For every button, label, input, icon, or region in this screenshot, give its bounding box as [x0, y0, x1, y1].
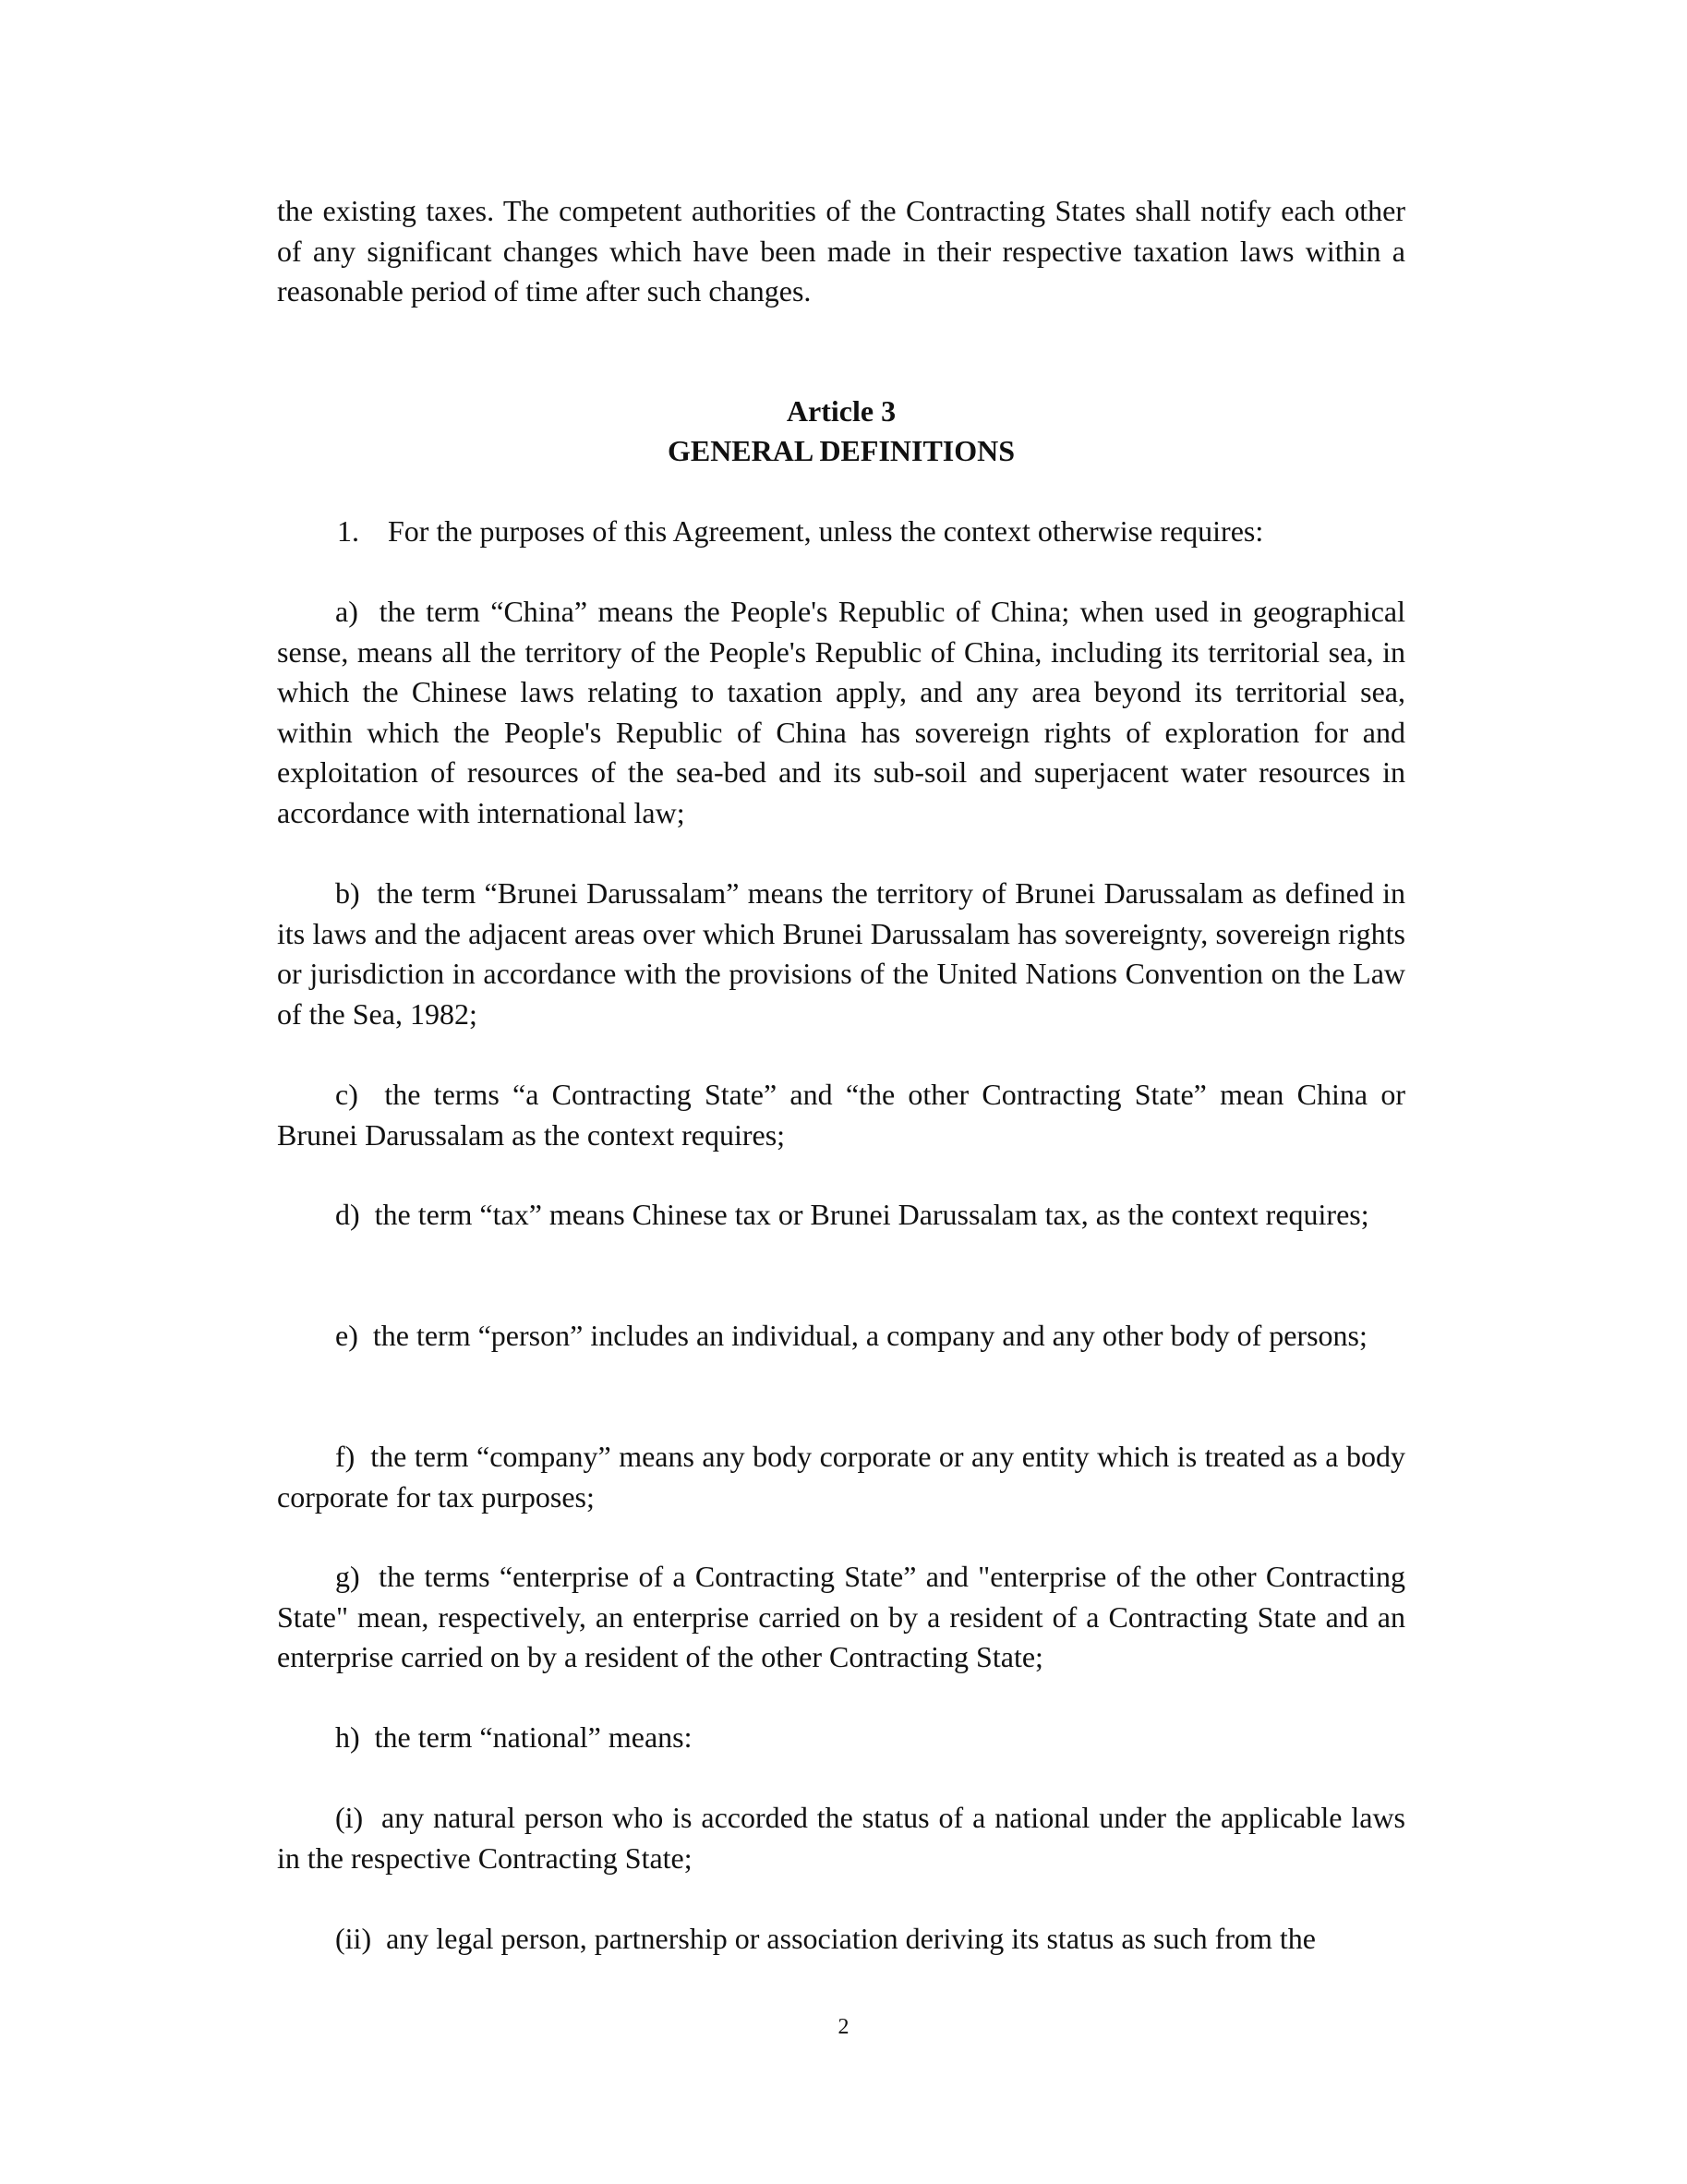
definition-h-i: (i) any natural person who is accorded the status of a national under the applicable laws in the respective Contracting State;	[277, 1801, 1405, 1875]
definition-f: f) the term “company” means any body corporate or any entity which is treated as a body corporate for tax purposes;	[277, 1440, 1405, 1514]
intro-paragraph: the existing taxes. The competent authorities of the Contracting States shall notify each other of any significant changes which have been made in their respective taxation laws within a reasonable period of time after such changes.	[277, 194, 1405, 308]
definition-h-ii: (ii) any legal person, partnership or association deriving its status as such from the	[335, 1922, 1316, 1955]
article-number: Article 3	[786, 394, 897, 428]
item-1-text: For the purposes of this Agreement, unless the context otherwise requires:	[388, 514, 1264, 548]
definition-g: g) the terms “enterprise of a Contracting State” and "enterprise of the other Contracting State" mean, respectively, an enterprise carried on by a resident of a Contracting State and an enterprise carried on by a resident of the other Contracting State;	[277, 1560, 1405, 1673]
definition-c: c) the terms “a Contracting State” and “the other Contracting State” mean China or Brunei Darussalam as the context requires;	[277, 1078, 1405, 1152]
definition-a: a) the term “China” means the People's Republic of China; when used in geographical sense, means all the territory of the People's Republic of China, including its territorial sea, in which the Chinese laws relating to taxation apply, and any area beyond its territorial sea, within which the People's Republic of China has sovereign rights of exploration for and exploitation of resources of the sea-bed and its sub-soil and superjacent water resources in accordance with international law;	[277, 595, 1405, 829]
page-number: 2	[837, 2015, 850, 2039]
item-1-number: 1.	[337, 514, 359, 548]
definition-h: h) the term “national” means:	[335, 1720, 693, 1754]
article-title: GENERAL DEFINITIONS	[667, 434, 1016, 467]
definition-b: b) the term “Brunei Darussalam” means the territory of Brunei Darussalam as defined in its laws and the adjacent areas over which Brunei Darussalam has sovereignty, sovereign rights or jurisdiction in accordance with the provisions of the United Nations Convention on the Law of the Sea, 1982;	[277, 876, 1405, 1031]
item-1	[337, 512, 1263, 552]
definition-d: d) the term “tax” means Chinese tax or Brunei Darussalam tax, as the context requires;	[335, 1198, 1369, 1231]
definition-e: e) the term “person” includes an individual, a company and any other body of persons;	[335, 1319, 1368, 1352]
